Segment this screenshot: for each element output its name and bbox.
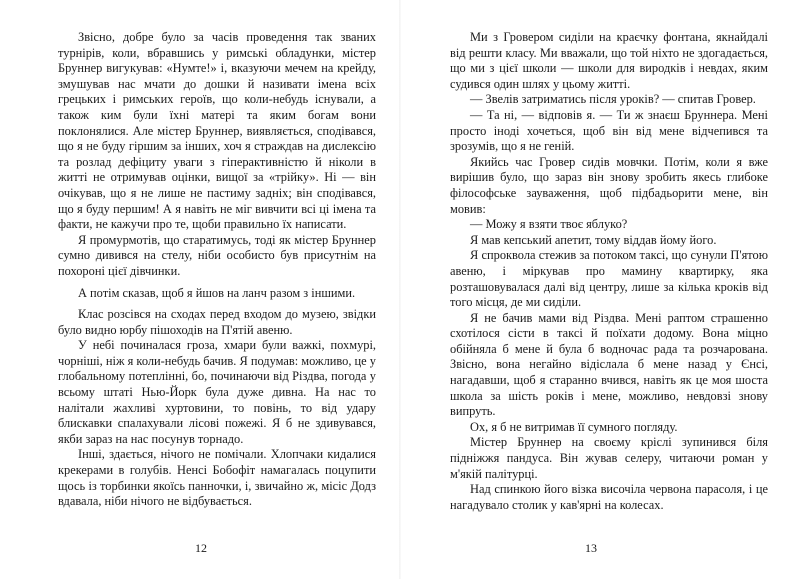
- paragraph: — Та ні, — відповів я. — Ти ж знаєш Бруннера. Мені просто іноді хочеться, щоб він від мене відчепився та зрозумів, що я не геній.: [450, 107, 768, 154]
- paragraph: Я мав кепський апетит, тому віддав йому його.: [470, 232, 717, 247]
- paragraph: А потім сказав, щоб я йшов на ланч разом з іншими.: [78, 285, 356, 300]
- paragraph: Клас розсівся на сходах перед входом до музею, звідки було видно юрбу пішоходів на П'ятій авеню.: [58, 307, 376, 337]
- paragraph: Якийсь час Гровер сидів мовчки. Потім, коли я вже вирішив було, що зараз він знову зробить якесь глибоке філософське зауваження, щоб підбадьорити мене, він мовив:: [450, 154, 768, 216]
- paragraph: Містер Бруннер на своєму кріслі зупинився біля підніжжя пандуса. Він жував селеру, читаючи роман у м'якій палітурці.: [450, 435, 768, 481]
- paragraph: Над спинкою його візка височіла червона парасоля, і це нагадувало столик у кав'ярні на колесах.: [450, 482, 768, 512]
- right-page: [450, 30, 768, 516]
- paragraph: У небі починалася гроза, хмари були важкі, похмурі, чорніші, ніж я коли-небудь бачив. Я подумав: можливо, це у глобальному потеплінні, бо, починаючи від Різдва, погода у всьому штаті Нью-Йорк була дуже дивна. На нас то налітали жахливі хуртовини, то повінь, то від удару блискавки спалахували лісові пожежі. Я б не здивувався, якби зараз на нас посунув торнадо.: [58, 338, 376, 446]
- left-page: [58, 30, 376, 516]
- paragraph: Ми з Гровером сиділи на краєчку фонтана, якнайдалі від решти класу. Ми вважали, що той ніхто не здогадається, що ми з цієї школи — школи для виродків і невдах, яким судився один шлях у цьому житті.: [450, 30, 768, 91]
- paragraph: — Можу я взяти твоє яблуко?: [470, 217, 628, 232]
- left-page-number: 12: [195, 541, 207, 555]
- paragraph: Я спроквола стежив за потоком таксі, що сунули П'ятою авеню, і міркував про мамину квартирку, яка розташовувалася далі від центру, лише за кілька кроків від того місця, де ми сиділи.: [450, 248, 768, 310]
- paragraph: Інші, здається, нічого не помічали. Хлопчаки кидалися крекерами в голубів. Ненсі Бобофіт намагалась поцупити щось із торбинки якоїсь панночки, і, звичайно ж, місіс Додз вдавала, ніби нічого не відбувається.: [58, 447, 376, 509]
- paragraph: Звісно, добре було за часів проведення так званих турнірів, коли, вбравшись у римські обладунки, містер Бруннер вигукував: «Нумте!» і, вказуючи мечем на крейду, змушував нас мчати до дошки й називати імена всіх грецьких і римських героїв, що коли-небудь існували, а також ким були їхні матері та яким богам вони поклонялися. Але містер Бруннер, виявляється, сподівався, що я не буду гіршим за інших, хоч я страждав на дислексію та розлад дефіциту уваги з гіперактивністю й ніколи в житті не отримував оцінки, вищої за «трійку». Ні — він очікував, що я не лише не пастиму задніх; він сподівався, що я буду першим! А я навіть не міг вивчити всі ці імена та факти, не кажучи про те, щоби правильно їх написати.: [58, 30, 376, 232]
- paragraph: Я не бачив мами від Різдва. Мені раптом страшенно схотілося сісти в таксі й поїхати додому. Вона міцно обійняла б мене й була б водночас рада та розчарована. Звісно, вона негайно відіслала б мене назад у Єнсі, нагадавши, щоб я старанно вчився, навіть як це моя шоста школа за шість років і мене, можливо, невдовзі знову випруть.: [450, 310, 768, 419]
- right-page-number: 13: [585, 541, 597, 555]
- paragraph: Я промурмотів, що старатимусь, тоді як містер Бруннер сумно дивився на стелу, ніби особисто був присутнім на похороні цієї дівчинки.: [58, 232, 376, 278]
- book-gutter: [399, 0, 401, 579]
- paragraph: Ох, я б не витримав її сумного погляду.: [470, 419, 678, 434]
- paragraph: — Звелів затриматись після уроків? — спитав Гровер.: [470, 92, 756, 107]
